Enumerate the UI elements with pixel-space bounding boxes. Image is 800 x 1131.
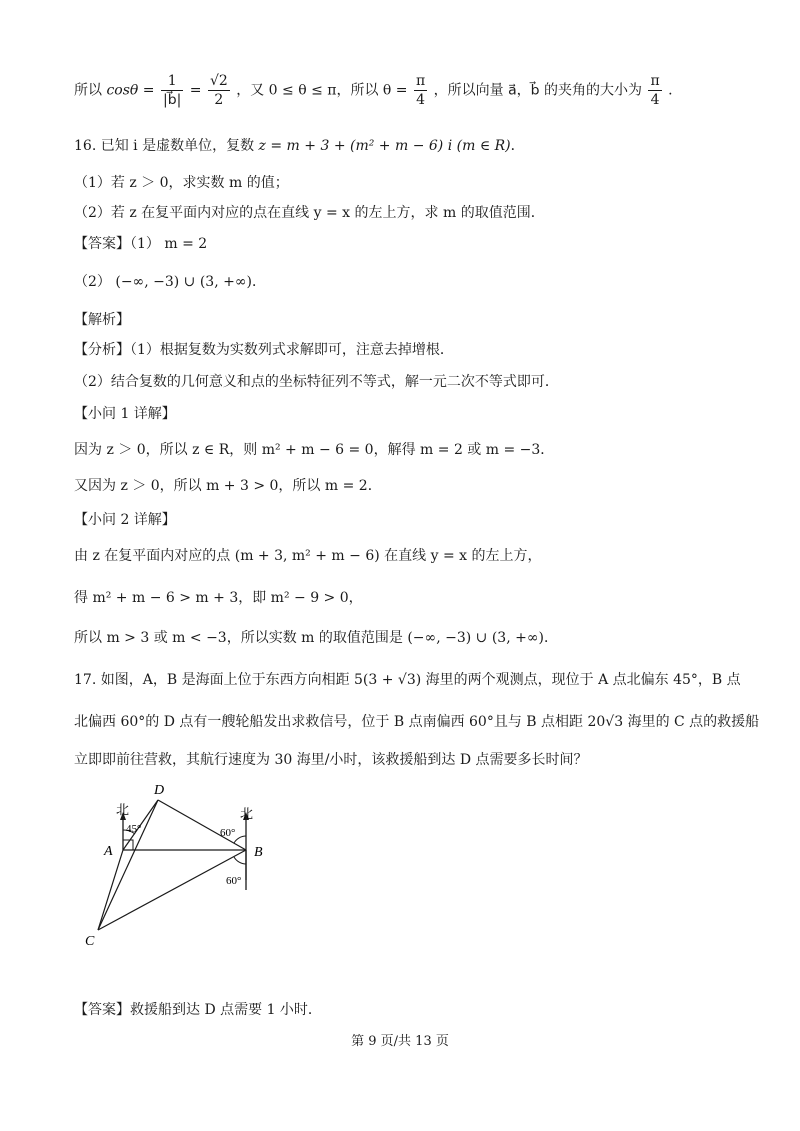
segment-db [158,800,246,850]
q16-analysis-2: （2）结合复数的几何意义和点的坐标特征列不等式，解一元二次不等式即可． [74,374,559,390]
geometry-diagram [80,780,290,960]
q16-analysis-1: 【分析】（1）根据复数为实数列式求解即可，注意去掉增根． [74,342,454,358]
q16-sub2-title: 【小问 2 详解】 [74,512,176,528]
label-point-b: B [254,845,263,860]
q16-answer-2: （2） (−∞, −3) ∪ (3, +∞)． [74,274,266,290]
label-north-a: 北 [116,802,130,817]
q17-line2: 北偏西 60°的 D 点有一艘轮船发出求救信号，位于 B 点南偏西 60°且与 B 点相距 20√3 海里的 C 点的救援船 [74,714,760,730]
q17-line1: 17. 如图，A，B 是海面上位于东西方向相距 5(3 + √3) 海里的两个观测点，现位于 A 点北偏东 45°，B 点 [74,672,741,688]
fraction-pi-over-4: $\frac{\pi}{4}$ [416,73,426,108]
label-angle-a: 45° [126,823,142,835]
q17-line3: 立即即前往营救，其航行速度为 30 海里/小时，该救援船到达 D 点需要多长时间？ [74,752,588,768]
q16-sub2-line2: 得 m² + m − 6 > m + 3，即 m² − 9 > 0， [74,590,363,606]
text-prefix: 所以 [74,82,102,99]
q16-sub1-line1: 因为 z ＞ 0，所以 z ∈ R，则 m² + m − 6 = 0，解得 m = 2 或 m = −3． [74,442,555,458]
q16-sub2-line3: 所以 m > 3 或 m < −3，所以实数 m 的取值范围是 (−∞, −3) ∪ (3, +∞)． [74,630,558,646]
segment-cd [98,800,158,930]
solution-line-cos: 所以 cosθ = $\frac{1}{|b⃗|}$ = $\frac{√2}{2}$ ，又 0 ≤ θ ≤ π，所以 θ = $\frac{\pi}{4}$ ，所以向量 a⃗，b⃗ 的夹角的大小为 $\frac{\pi}{4}$ . [74,73,673,108]
q17-answer: 【答案】救援船到达 D 点需要 1 小时． [74,1002,322,1018]
q16-stem: 16. 已知 i 是虚数单位，复数 z = m + 3 + (m² + m − 6) i (m ∈ R)． [74,138,525,154]
cos-expression: cosθ = [106,82,155,99]
label-angle-b-top: 60° [220,827,236,839]
q16-part-1: （1）若 z ＞ 0，求实数 m 的值； [74,175,289,191]
page-footer: 第 9 页/共 13 页 [351,1034,449,1049]
q16-sub1-line2: 又因为 z ＞ 0，所以 m + 3 > 0，所以 m = 2． [74,478,382,494]
q16-sub2-line1: 由 z 在复平面内对应的点 (m + 3, m² + m − 6) 在直线 y = x 的左上方， [74,548,542,564]
label-point-c: C [85,934,95,949]
label-north-b: 北 [240,806,254,821]
angle-arc-b-bottom [234,857,246,864]
label-point-a: A [104,844,113,859]
label-angle-b-bottom: 60° [226,875,242,887]
q16-answer-1: 【答案】（1） m = 2 [74,236,208,252]
q16-sub1-title: 【小问 1 详解】 [74,406,176,422]
fraction-root2-over-2: $\frac{√2}{2}$ [209,73,228,108]
fraction-1-over-b: $\frac{1}{|b⃗|}$ [162,73,182,108]
fraction-pi-over-4-final: $\frac{\pi}{4}$ [650,73,660,108]
angle-arc-b-top [234,836,246,843]
q16-part-2: （2）若 z 在复平面内对应的点在直线 y = x 的左上方，求 m 的取值范围． [74,205,545,221]
q16-jiexi-label: 【解析】 [74,312,130,328]
label-point-d: D [154,783,165,798]
segment-cb [98,850,246,930]
